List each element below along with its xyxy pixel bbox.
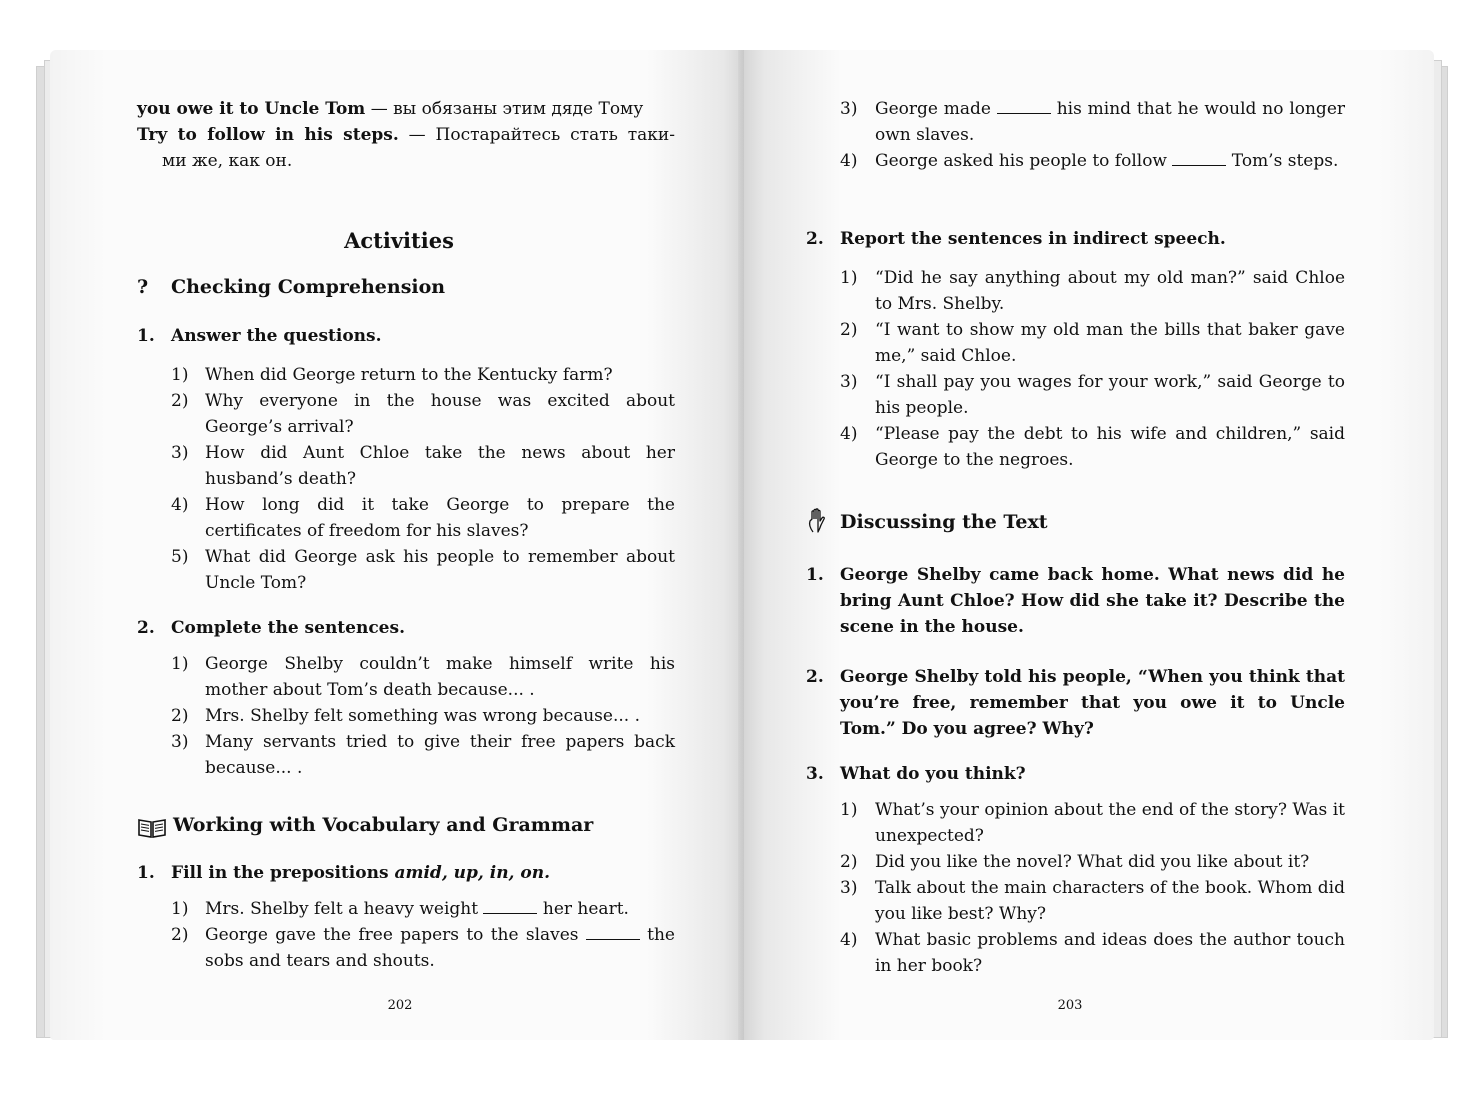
item-number: 3): [840, 99, 858, 119]
task-title: Complete the sentences.: [171, 618, 405, 638]
list-item: Did you like the novel? What did you like about it?: [875, 852, 1310, 872]
list-item: “Did he say anything about my old man?” said Chloe to Mrs. Shelby.: [875, 268, 1345, 314]
task-number: 2.: [806, 229, 824, 249]
item-number: 1): [171, 654, 189, 674]
item-number: 1): [171, 365, 189, 385]
list-item: Why everyone in the house was excited about George’s arrival?: [205, 391, 675, 437]
task-number: 2.: [137, 618, 155, 638]
item-number: 3): [171, 732, 189, 752]
left-page: [50, 50, 744, 1040]
phrase-english: you owe it to Uncle Tom: [137, 99, 366, 119]
list-item: Mrs. Shelby felt a heavy weight her heart.: [205, 899, 629, 919]
discussion-question: George Shelby came back home. What news did he bring Aunt Chloe? How did she take it? Describe the scene in the house.: [840, 565, 1345, 637]
prepositions-list: amid, up, in, on.: [394, 863, 551, 883]
task-number: 2.: [806, 667, 824, 687]
answer-blank[interactable]: [586, 925, 640, 940]
answer-blank[interactable]: [483, 899, 537, 914]
intro-line-2: [137, 122, 675, 148]
item-number: 4): [840, 151, 858, 171]
list-item: George made his mind that he would no longer own slaves.: [875, 99, 1346, 145]
task-number: 1.: [806, 565, 824, 585]
item-number: 4): [171, 495, 189, 515]
item-number: 2): [840, 852, 858, 872]
section-heading-checking-comprehension: Checking Comprehension: [171, 276, 446, 298]
list-item: How did Aunt Chloe take the news about her husband’s death?: [205, 443, 675, 489]
list-item: “I want to show my old man the bills that baker gave me,” said Chloe.: [875, 320, 1345, 366]
item-number: 5): [171, 547, 189, 567]
list-item: What’s your opinion about the end of the story? Was it unexpected?: [875, 800, 1345, 846]
list-item: “I shall pay you wages for your work,” said George to his people.: [875, 372, 1345, 418]
task-title: Fill in the prepositions amid, up, in, on.: [171, 863, 551, 883]
list-item: What did George ask his people to remember about Uncle Tom?: [205, 547, 675, 593]
task-title: Answer the questions.: [171, 326, 382, 346]
item-number: 3): [171, 443, 189, 463]
list-item: George asked his people to follow Tom’s steps.: [875, 151, 1339, 171]
task-title: What do you think?: [840, 764, 1026, 784]
list-item: Talk about the main characters of the book. Whom did you like best? Why?: [875, 878, 1345, 924]
task-number: 1.: [137, 326, 155, 346]
page-number: 202: [387, 998, 413, 1013]
list-item: What basic problems and ideas does the author touch in her book?: [875, 930, 1345, 976]
item-number: 1): [171, 899, 189, 919]
list-item: George gave the free papers to the slaves the sobs and tears and shouts.: [205, 925, 675, 971]
hand-icon: [806, 508, 830, 534]
right-page: [744, 50, 1434, 1040]
activities-heading: Activities: [344, 228, 454, 253]
item-number: 3): [840, 878, 858, 898]
item-number: 2): [171, 706, 189, 726]
item-number: 2): [840, 320, 858, 340]
answer-blank[interactable]: [997, 99, 1051, 114]
list-item: “Please pay the debt to his wife and children,” said George to the negroes.: [875, 424, 1345, 470]
section-heading-vocabulary-grammar: Working with Vocabulary and Grammar: [173, 814, 594, 836]
item-number: 4): [840, 930, 858, 950]
question-mark-icon: ?: [137, 276, 149, 298]
intro-line-1: [137, 96, 675, 122]
list-item: When did George return to the Kentucky farm?: [205, 365, 613, 385]
task-number: 3.: [806, 764, 824, 784]
item-number: 1): [840, 800, 858, 820]
item-number: 1): [840, 268, 858, 288]
section-heading-discussing-text: Discussing the Text: [840, 511, 1048, 533]
item-number: 2): [171, 391, 189, 411]
list-item: Mrs. Shelby felt something was wrong because... .: [205, 706, 640, 726]
phrase-translation: — вы обязаны этим дяде Тому: [365, 99, 644, 119]
item-number: 2): [171, 925, 189, 945]
item-number: 4): [840, 424, 858, 444]
intro-line-3: ми же, как он.: [162, 151, 293, 171]
task-number: 1.: [137, 863, 155, 883]
answer-blank[interactable]: [1172, 151, 1226, 166]
phrase-english: Try to follow in his steps.: [137, 125, 399, 145]
phrase-translation: — Постарайтесь стать таки-: [398, 125, 675, 145]
list-item: How long did it take George to prepare the certificates of freedom for his slaves?: [205, 495, 675, 541]
list-item: George Shelby couldn’t make himself write his mother about Tom’s death because... .: [205, 654, 675, 700]
discussion-question: George Shelby told his people, “When you think that you’re free, remember that you owe it to Uncle Tom.” Do you agree? Why?: [840, 667, 1345, 739]
list-item: Many servants tried to give their free papers back because... .: [205, 732, 675, 778]
page-number: 203: [1057, 998, 1083, 1013]
item-number: 3): [840, 372, 858, 392]
task-title: Report the sentences in indirect speech.: [840, 229, 1226, 249]
book-icon: [137, 816, 167, 840]
